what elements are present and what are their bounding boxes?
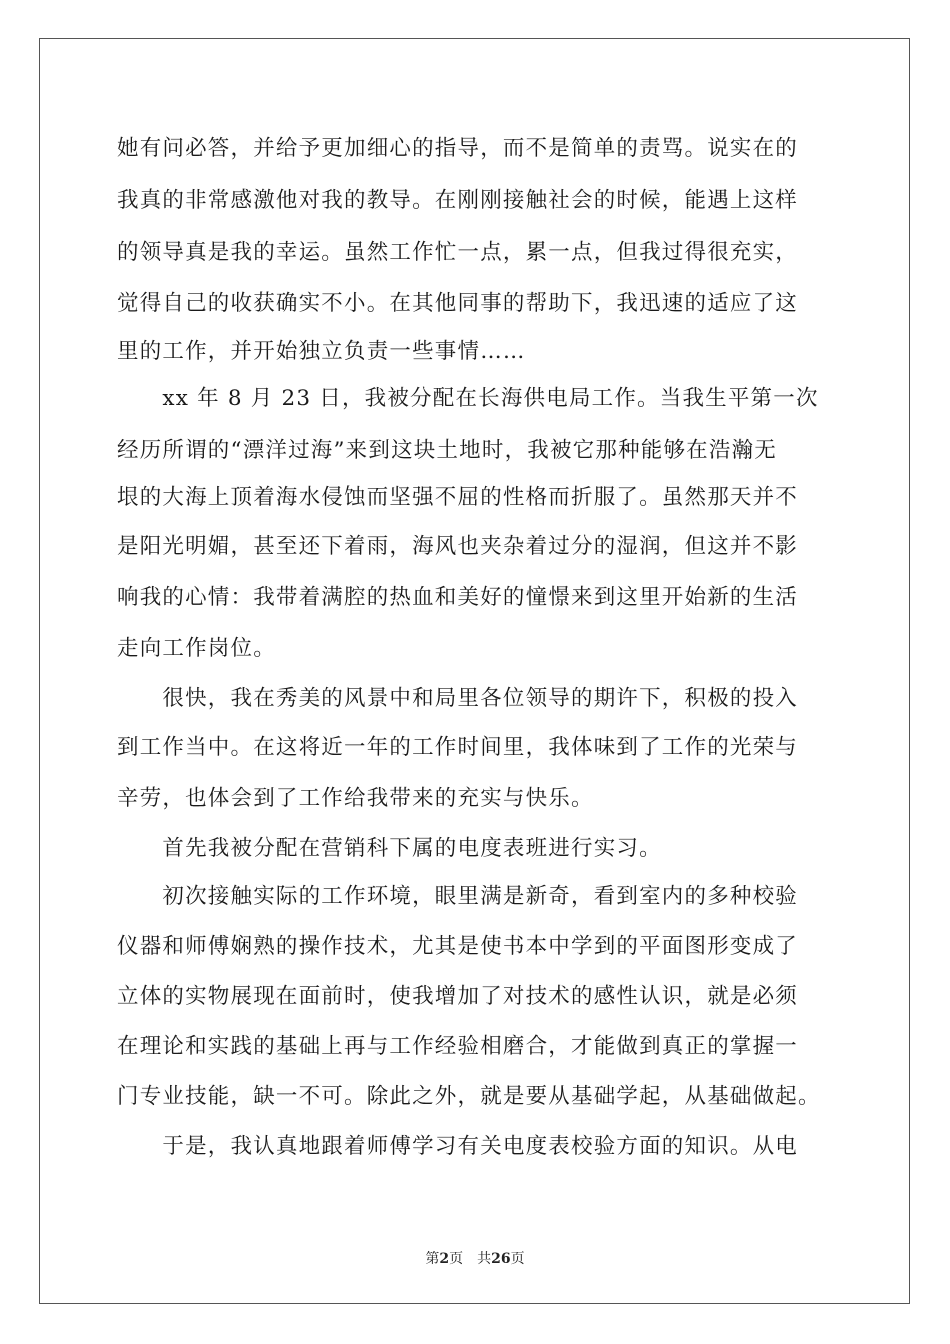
text-line: 经历所谓的“漂洋过海”来到这块土地时，我被它那种能够在浩瀚无 xyxy=(117,438,777,463)
text-line: 是阳光明媚，甚至还下着雨，海风也夹杂着过分的湿润，但这并不影 xyxy=(117,534,799,559)
text-line: 响我的心情：我带着满腔的热血和美好的憧憬来到这里开始新的生活 xyxy=(117,585,799,610)
text-line: 很快，我在秀美的风景中和局里各位领导的期许下，积极的投入 xyxy=(117,686,799,711)
text-line: 我真的非常感激他对我的教导。在刚刚接触社会的时候，能遇上这样 xyxy=(117,188,799,213)
total-prefix: 共 xyxy=(477,1251,492,1267)
text-line: 门专业技能，缺一不可。除此之外，就是要从基础学起，从基础做起。 xyxy=(117,1084,821,1109)
page-border xyxy=(39,38,910,1304)
page-total: 26 xyxy=(491,1251,511,1267)
text-line: 在理论和实践的基础上再与工作经验相磨合，才能做到真正的掌握一 xyxy=(117,1034,799,1059)
text-line: 到工作当中。在这将近一年的工作时间里，我体味到了工作的光荣与 xyxy=(117,735,799,760)
page-unit: 页 xyxy=(449,1251,464,1267)
page-prefix: 第 xyxy=(425,1251,440,1267)
text-line: 的领导真是我的幸运。虽然工作忙一点，累一点，但我过得很充实， xyxy=(117,240,799,265)
text-line: 首先我被分配在营销科下属的电度表班进行实习。 xyxy=(117,836,662,861)
text-line: 走向工作岗位。 xyxy=(117,636,276,661)
text-line: 仪器和师傅娴熟的操作技术，尤其是使书本中学到的平面图形变成了 xyxy=(117,934,799,959)
text-line: 于是，我认真地跟着师傅学习有关电度表校验方面的知识。从电 xyxy=(117,1134,799,1159)
page-number-footer xyxy=(0,1248,950,1268)
text-line: 初次接触实际的工作环境，眼里满是新奇，看到室内的多种校验 xyxy=(117,884,799,909)
text-line: 立体的实物展现在面前时，使我增加了对技术的感性认识，就是必须 xyxy=(117,984,799,1009)
text-line: 里的工作，并开始独立负责一些事情…… xyxy=(117,339,526,364)
text-line: 觉得自己的收获确实不小。在其他同事的帮助下，我迅速的适应了这 xyxy=(117,291,799,316)
text-line: xx 年 8 月 23 日，我被分配在长海供电局工作。当我生平第一次 xyxy=(117,386,819,411)
page-current: 2 xyxy=(439,1251,450,1267)
total-unit: 页 xyxy=(510,1251,525,1267)
text-line: 垠的大海上顶着海水侵蚀而坚强不屈的性格而折服了。虽然那天并不 xyxy=(117,485,799,510)
text-line: 她有问必答，并给予更加细心的指导，而不是简单的责骂。说实在的 xyxy=(117,136,799,161)
text-line: 辛劳，也体会到了工作给我带来的充实与快乐。 xyxy=(117,786,594,811)
